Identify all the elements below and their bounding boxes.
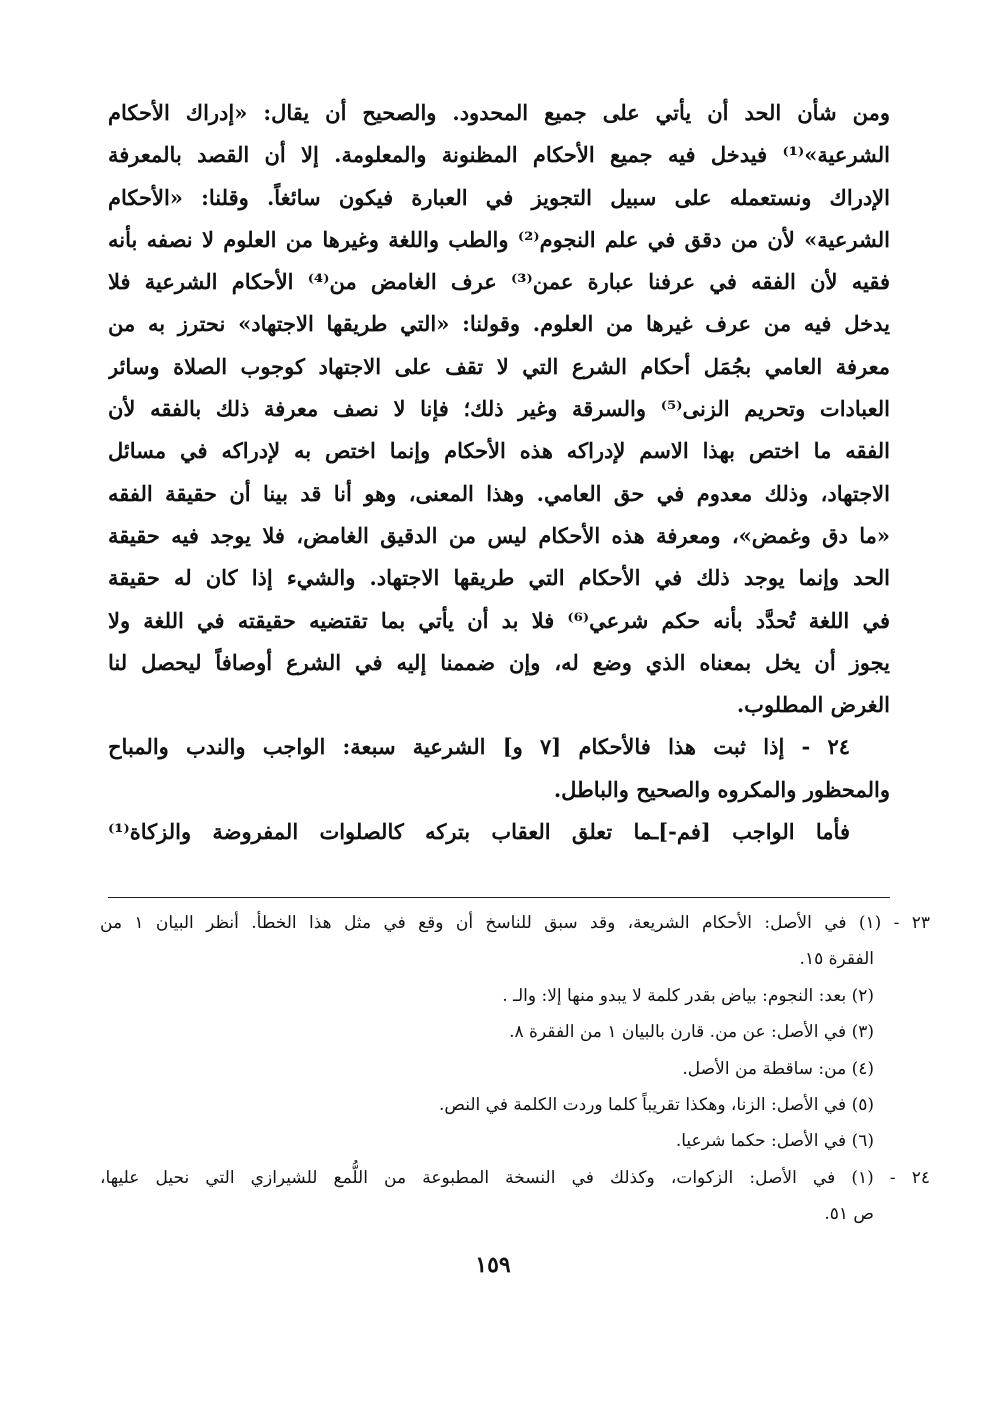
body-line: «ما دق وغمض»، ومعرفة هذه الأحكام ليس من الدقيق الغامض، فلا يوجد فيه حقيقة	[108, 522, 890, 548]
body-line: معرفة العامي بجُمَل أحكام الشرع التي لا تقف على الاجتهاد كوجوب الصلاة وسائر	[108, 353, 890, 379]
footnotes-block	[100, 905, 930, 1233]
body-line: ومن شأن الحد أن يأتي على جميع المحدود. والصحيح أن يقال: «إدراك الأحكام	[108, 100, 890, 125]
footnote-line: (٢) بعد: النجوم: بياض بقدر كلمة لا يبدو منها إلا: والـ .	[502, 985, 874, 1006]
body-line: فقيه لأن الفقه في عرفنا عبارة عمن⁽³⁾ عرف الغامض من⁽⁴⁾ الأحكام الشرعية فلا	[108, 269, 890, 295]
body-line: العبادات وتحريم الزنى⁽⁵⁾ والسرقة وغير ذلك؛ فإنا لا نصف معرفة ذلك بالفقه لأن	[108, 396, 890, 422]
body-line: ٢٤ - إذا ثبت هذا فالأحكام [٧ و] الشرعية سبعة: الواجب والندب والمباح	[108, 734, 851, 760]
footnote-divider	[108, 897, 890, 898]
footnote-line: (٦) في الأصل: حكما شرعيا.	[675, 1131, 874, 1152]
footnote-line: ٢٣ - (١) في الأصل: الأحكام الشريعة، وقد سبق للناسخ أن وقع في مثل هذا الخطأ. أنظر البيان ١ من	[100, 913, 930, 933]
footnote-line: (٥) في الأصل: الزنا، وهكذا تقريباً كلما وردت الكلمة في النص.	[439, 1094, 874, 1115]
footnote-line: ٢٤ - (١) في الأصل: الزكوات، وكذلك في النسخة المطبوعة من اللُّمع للشيرازي التي نحيل عليها،	[100, 1167, 930, 1188]
body-line: فأما الواجب [فم-]ـما تعلق العقاب بتركه كالصلوات المفروضة والزكاة⁽¹⁾	[108, 819, 850, 845]
body-line: الشرعية» لأن من دقق في علم النجوم⁽²⁾ والطب واللغة وغيرها من العلوم لا نصفه بأنه	[108, 226, 890, 252]
body-line: الإدراك ونستعمله على سبيل التجويز في العبارة فيكون سائغاً. وقلنا: «الأحكام	[108, 184, 890, 210]
footnote-line: (٤) من: ساقطة من الأصل.	[682, 1058, 874, 1079]
body-line: يجوز أن يخل بمعناه الذي وضع له، وإن ضممنا إليه في الشرع أوصافاً ليحصل لنا	[108, 649, 890, 675]
body-line: الغرض المطلوب.	[736, 692, 890, 718]
body-line: والمحظور والمكروه والصحيح والباطل.	[553, 776, 890, 802]
footnote-line: (٣) في الأصل: عن من. قارن بالبيان ١ من الفقرة ٨.	[509, 1022, 874, 1043]
footnote-line: الفقرة ١٥.	[799, 949, 874, 970]
body-line: الحد وإنما يوجد ذلك في الأحكام التي طريقها الاجتهاد. والشيء إذا كان له حقيقة	[108, 565, 890, 591]
body-line: الفقه ما اختص بهذا الاسم لإدراكه هذه الأحكام وإنما اختص به لإدراكه في مسائل	[108, 438, 890, 464]
body-line: في اللغة تُحدَّد بأنه حكم شرعي⁽⁶⁾ فلا بد أن يأتي بما تقتضيه حقيقته في اللغة ولا	[108, 607, 890, 633]
body-line: يدخل فيه من عرف غيرها من العلوم. وقولنا: «التي طريقها الاجتهاد» نحترز به من	[108, 311, 890, 337]
page-number: ١٥٩	[475, 1252, 511, 1278]
footnote-line: ص ٥١.	[824, 1204, 874, 1225]
body-line: الاجتهاد، وذلك معدوم في حق العامي. وهذا المعنى، وهو أنا قد بينا أن حقيقة الفقه	[108, 480, 890, 506]
main-text-block	[108, 92, 890, 853]
body-line: الشرعية»⁽¹⁾ فيدخل فيه جميع الأحكام المظنونة والمعلومة. إلا أن القصد بالمعرفة	[108, 142, 890, 168]
